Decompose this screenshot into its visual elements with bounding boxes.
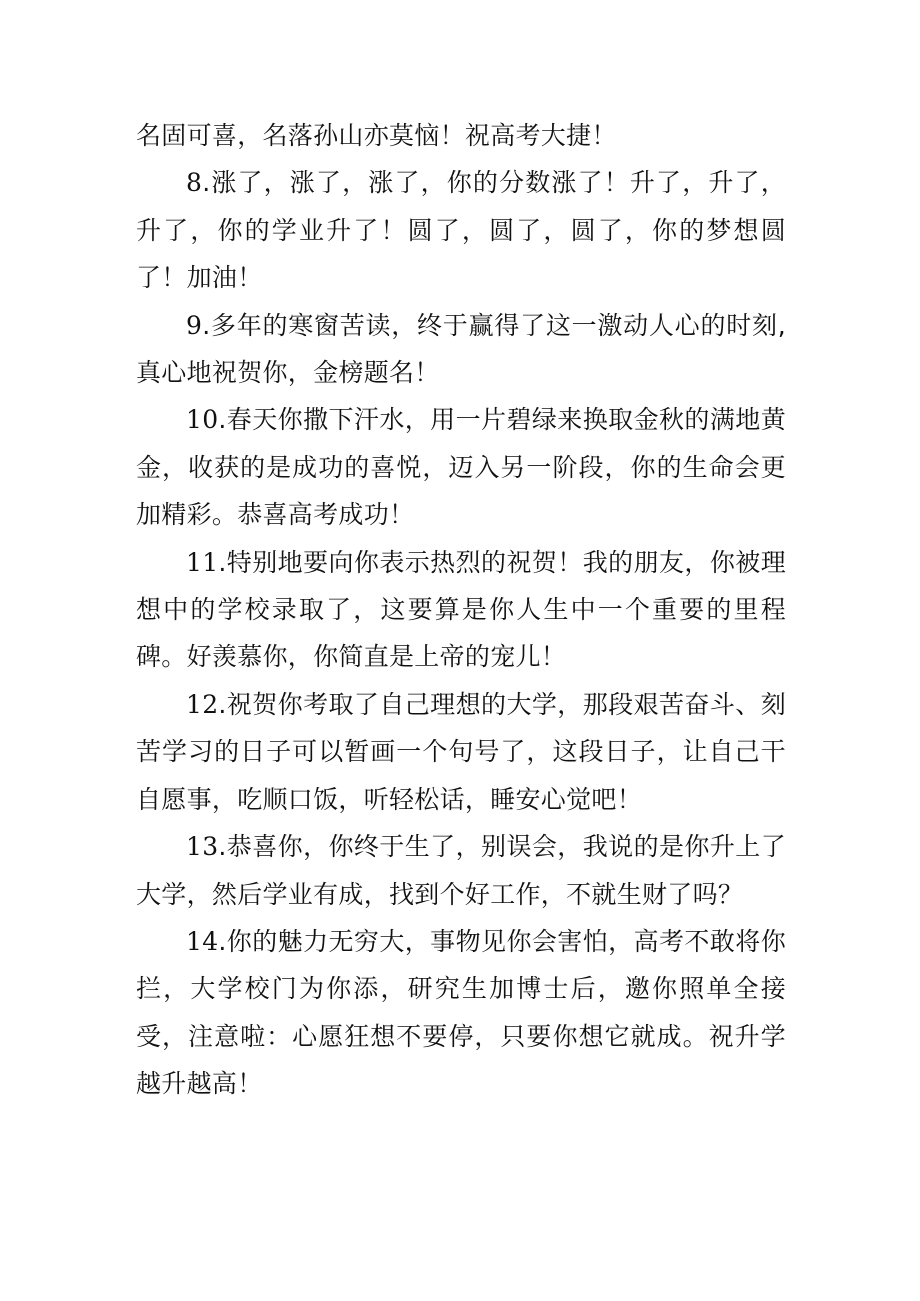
- paragraph-text: .特别地要向你表示热烈的祝贺！我的朋友，你被理想中的学校录取了，这要算是你人生中一个重要的里程碑。好羡慕你，你简直是上帝的宠儿！: [136, 547, 786, 672]
- paragraph-item-11: [136, 539, 786, 681]
- document-body: [136, 112, 786, 1108]
- item-number: 9: [186, 310, 203, 340]
- paragraph-item-8: [136, 159, 786, 301]
- paragraph-text: .春天你撒下汗水，用一片碧绿来换取金秋的满地黄金，收获的是成功的喜悦，迈入另一阶段，你的生命会更加精彩。恭喜高考成功！: [136, 405, 786, 530]
- item-number: 11: [186, 547, 219, 577]
- paragraph-continuation: [136, 112, 786, 159]
- paragraph-text: .祝贺你考取了自己理想的大学，那段艰苦奋斗、刻苦学习的日子可以暂画一个句号了，这段日子，让自己干自愿事，吃顺口饭，听轻松话，睡安心觉吧！: [136, 689, 786, 814]
- item-number: 10: [186, 405, 219, 435]
- paragraph-text: .你的魅力无穷大，事物见你会害怕，高考不敢将你拦，大学校门为你添，研究生加博士后，邀你照单全接受，注意啦：心愿狂想不要停，只要你想它就成。祝升学越升越高！: [136, 926, 786, 1099]
- item-number: 14: [186, 926, 219, 956]
- paragraph-item-13: [136, 823, 786, 918]
- item-number: 12: [186, 689, 219, 719]
- paragraph-item-9: [136, 302, 786, 397]
- paragraph-text: .涨了，涨了，涨了，你的分数涨了！升了，升了，升了，你的学业升了！圆了，圆了，圆了，你的梦想圆了！加油！: [136, 168, 786, 293]
- paragraph-item-14: [136, 918, 786, 1108]
- paragraph-item-12: [136, 681, 786, 823]
- item-number: 8: [186, 168, 203, 198]
- paragraph-text: .多年的寒窗苦读，终于赢得了这一激动人心的时刻,真心地祝贺你，金榜题名！: [136, 310, 786, 388]
- paragraph-text: 名固可喜，名落孙山亦莫恼！祝高考大捷！: [136, 121, 617, 150]
- item-number: 13: [186, 832, 219, 862]
- paragraph-text: .恭喜你，你终于生了，别误会，我说的是你升上了大学，然后学业有成，找到个好工作，不就生财了吗？: [136, 832, 786, 909]
- paragraph-item-10: [136, 396, 786, 538]
